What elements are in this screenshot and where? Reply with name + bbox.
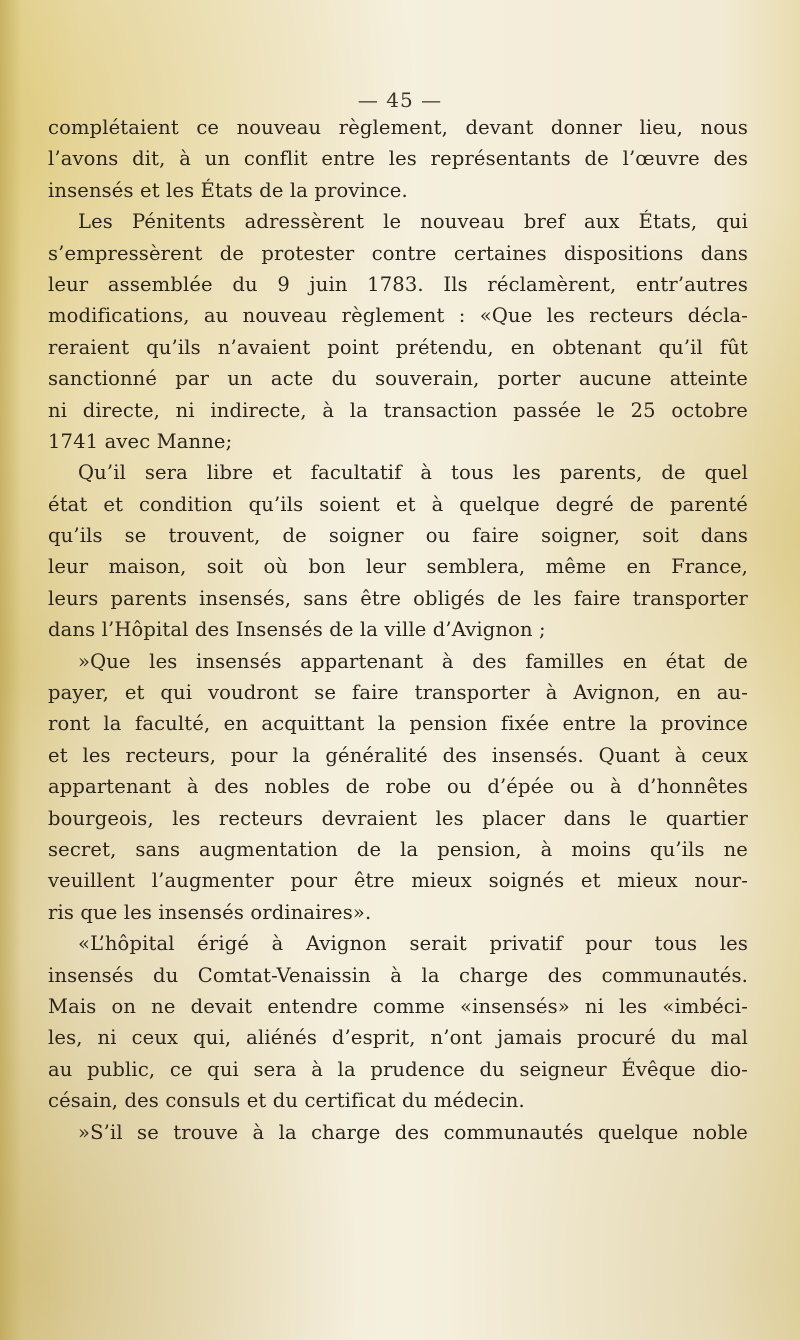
body-text	[48, 112, 748, 1148]
text-line: payer, et qui voudront se faire transporter à Avignon, en au-	[48, 681, 748, 705]
page-number: — 45 —	[357, 88, 443, 112]
text-line: qu’ils se trouvent, de soigner ou faire soigner, soit dans	[48, 524, 748, 548]
text-line: ni directe, ni indirecte, à la transaction passée le 25 octobre	[48, 398, 748, 422]
text-line: sanctionné par un acte du souverain, porter aucune atteinte	[48, 367, 748, 391]
text-line: »Que les insensés appartenant à des familles en état de	[78, 649, 748, 673]
text-line: »S’il se trouve à la charge des communautés quelque noble	[78, 1120, 748, 1144]
text-line: leurs parents insensés, sans être obligés de les faire transporter	[48, 586, 748, 610]
text-line: bourgeois, les recteurs devraient les placer dans le quartier	[48, 806, 748, 830]
text-line: Qu’il sera libre et facultatif à tous les parents, de quel	[78, 461, 748, 485]
text-line: insensés du Comtat-Venaissin à la charge des communautés.	[48, 963, 748, 987]
text-line: état et condition qu’ils soient et à quelque degré de parenté	[48, 492, 748, 516]
text-line: veuillent l’augmenter pour être mieux soignés et mieux nour-	[48, 869, 748, 893]
page-edge-shadow	[0, 0, 22, 1340]
text-line: au public, ce qui sera à la prudence du seigneur Évêque dio-	[48, 1057, 748, 1081]
text-line: leur maison, soit où bon leur semblera, même en France,	[48, 555, 748, 579]
text-line: les, ni ceux qui, aliénés d’esprit, n’ont jamais procuré du mal	[48, 1026, 748, 1050]
text-line: appartenant à des nobles de robe ou d’épée ou à d’honnêtes	[48, 775, 748, 799]
text-line: et les recteurs, pour la généralité des insensés. Quant à ceux	[48, 743, 748, 767]
text-line: Mais on ne devait entendre comme «insensés» ni les «imbéci-	[48, 994, 748, 1018]
text-line: secret, sans augmentation de la pension, à moins qu’ils ne	[48, 837, 748, 861]
text-line: ront la faculté, en acquittant la pension fixée entre la province	[48, 712, 748, 736]
text-line: ris que les insensés ordinaires».	[48, 900, 372, 924]
text-line: complétaient ce nouveau règlement, devant donner lieu, nous	[48, 116, 748, 139]
text-line: «L’hôpital érigé à Avignon serait privatif pour tous les	[78, 932, 748, 956]
text-line: s’empressèrent de protester contre certaines dispositions dans	[48, 241, 748, 265]
text-line: reraient qu’ils n’avaient point prétendu, en obtenant qu’il fût	[48, 335, 748, 359]
text-line: l’avons dit, à un conflit entre les représentants de l’œuvre des	[48, 147, 748, 171]
text-line: Les Pénitents adressèrent le nouveau bref aux États, qui	[78, 210, 748, 234]
text-line: modifications, au nouveau règlement : «Que les recteurs décla-	[48, 304, 748, 328]
text-line: leur assemblée du 9 juin 1783. Ils réclamèrent, entr’autres	[48, 272, 748, 296]
text-line: césain, des consuls et du certificat du médecin.	[48, 1089, 525, 1113]
text-line: dans l’Hôpital des Insensés de la ville d’Avignon ;	[48, 618, 546, 642]
text-line: 1741 avec Manne;	[48, 429, 233, 453]
text-line: insensés et les États de la province.	[48, 178, 408, 202]
